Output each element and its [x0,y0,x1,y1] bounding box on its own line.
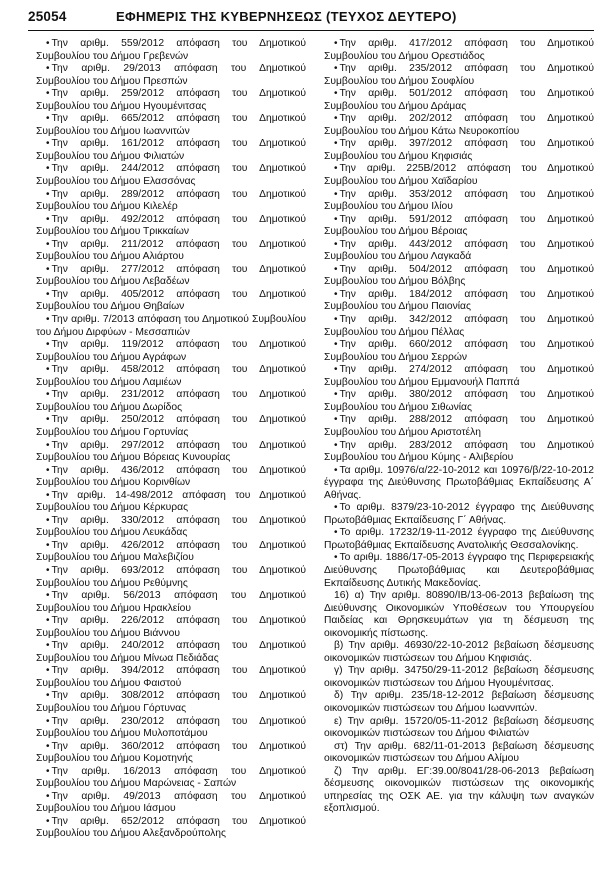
page-header [28,9,592,31]
list-item [36,465,306,490]
list-item-text: Την αριθμ. 353/2012 απόφαση του Δημοτικού Συμβουλίου του Δήμου Ιλίου [324,188,594,213]
list-item-text: Την αριθμ. 665/2012 απόφαση του Δημοτικού Συμβουλίου του Δήμου Ιωαννιτών [36,113,306,137]
list-item [36,766,306,791]
list-item [324,414,594,439]
list-item [36,414,306,439]
list-item [36,690,306,715]
bullet-icon: • [46,188,50,200]
list-item-text: Την αριθμ. 240/2012 απόφαση του Δημοτικού Συμβουλίου του Δήμου Μίνωα Πεδιάδας [36,640,306,664]
list-item-text: Την αριθμ. 342/2012 απόφαση του Δημοτικού Συμβουλίου του Δήμου Πέλλας [324,314,594,338]
list-item-text: Την αριθμ. 231/2012 απόφαση του Δημοτικού Συμβουλίου του Δήμου Δωρίδος [36,389,306,413]
list-item-text: Την αριθμ. 7/2013 απόφαση του Δημοτικού Συμβουλίου του Δήμου Διρφύων - Μεσσαπιών [36,314,306,338]
right-column [324,38,594,816]
list-item-text: Την αριθμ. 277/2012 απόφαση του Δημοτικού Συμβουλίου του Δήμου Λεβαδέων [36,263,306,288]
bullet-icon: • [46,138,50,150]
list-item [324,465,594,503]
bullet-icon: • [46,63,50,75]
list-item-text: β) Την αριθμ. 46930/22-10-2012 βεβαίωση δέσμευσης οικονομικών πιστώσεων του Δήμου Κηφισιάς. [324,640,594,664]
list-item [324,138,594,163]
list-item-text: Την αριθμ. 202/2012 απόφαση του Δημοτικού Συμβουλίου του Δήμου Κάτω Νευροκοπίου [324,113,594,137]
list-item [324,239,594,264]
bullet-icon: • [46,263,50,275]
list-item-text: Την αριθμ. 504/2012 απόφαση του Δημοτικού Συμβουλίου του Δήμου Βόλβης [324,263,594,288]
list-item [36,615,306,640]
list-item-text: Την αριθμ. 559/2012 απόφαση του Δημοτικού Συμβουλίου του Δήμου Γρεβενών [36,38,306,62]
list-item [36,590,306,615]
list-item [36,565,306,590]
bullet-icon: • [334,552,338,564]
bullet-icon: • [334,464,338,476]
bullet-icon: • [46,364,50,376]
list-item [324,314,594,339]
list-item-text: Την αριθμ. 29/2013 απόφαση του Δημοτικού Συμβουλίου του Δήμου Πρεσπών [36,63,306,87]
list-item-text: Την αριθμ. 184/2012 απόφαση του Δημοτικού Συμβουλίου του Δήμου Παιονίας [324,288,594,313]
list-item-text: Την αριθμ. 289/2012 απόφαση του Δημοτικού Συμβουλίου του Δήμου Κιλελέρ [36,188,306,213]
list-item-text: Την αριθμ. 283/2012 απόφαση του Δημοτικού Συμβουλίου του Δήμου Κύμης - Αλιβερίου [324,439,594,464]
list-item-text: Το αριθμ. 17232/19-11-2012 έγγραφο της Διεύθυνσης Πρωτοβάθμιας Εκπαίδευσης Ανατολικής Θεσσαλονίκης. [324,527,594,551]
list-item-text: Την αριθμ. 250/2012 απόφαση του Δημοτικού Συμβουλίου του Δήμου Γορτυνίας [36,414,306,438]
list-item [36,640,306,665]
list-item-text: Την αριθμ. 591/2012 απόφαση του Δημοτικού Συμβουλίου του Δήμου Βέροιας [324,213,594,238]
bullet-icon: • [46,38,50,49]
list-item [324,339,594,364]
list-item-text: δ) Την αριθμ. 235/18-12-2012 βεβαίωση δέσμευσης οικονομικών πιστώσεων του Δήμου Ιωαννιτών. [324,690,594,714]
list-item [36,339,306,364]
list-item-text: Την αριθμ. 394/2012 απόφαση του Δημοτικού Συμβουλίου του Δήμου Φαιστού [36,665,306,689]
bullet-icon: • [334,364,338,376]
bullet-icon: • [334,339,338,351]
bullet-icon: • [334,138,338,150]
bullet-icon: • [334,163,338,175]
bullet-icon: • [46,163,50,175]
list-item-text: Την αριθμ. 360/2012 απόφαση του Δημοτικού Συμβουλίου του Δήμου Κομοτηνής [36,740,306,765]
list-item-text: Την αριθμ. 226/2012 απόφαση του Δημοτικού Συμβουλίου του Δήμου Βιάννου [36,615,306,639]
list-item [36,665,306,690]
list-item [36,214,306,239]
list-item-text: Την αριθμ. 693/2012 απόφαση του Δημοτικού Συμβουλίου του Δήμου Ρεθύμνης [36,564,306,589]
bullet-icon: • [46,489,50,501]
list-item-text: Την αριθμ. 235/2012 απόφαση του Δημοτικού Συμβουλίου του Δήμου Σουφλίου [324,63,594,87]
list-item-text: Την αριθμ. 274/2012 απόφαση του Δημοτικού Συμβουλίου του Δήμου Εμμανουήλ Παππά [324,364,594,388]
left-column [36,38,306,841]
list-item [36,289,306,314]
list-item-text: ζ) Την αριθμ. ΕΓ:39.00/8041/28-06-2013 βεβαίωση δέσμευσης οικονομικών πιστώσεων της οικονομικής υπηρεσίας της ΟΣΚ ΑΕ. για την κάλυψη των αναγκών εξοπλισμού. [324,765,594,815]
list-item-text: Την αριθμ. 501/2012 απόφαση του Δημοτικού Συμβουλίου του Δήμου Δράμας [324,88,594,112]
list-item [36,163,306,188]
list-item-text: Την αριθμ. 49/2013 απόφαση του Δημοτικού Συμβουλίου του Δήμου Ιάσμου [36,790,306,815]
bullet-icon: • [46,539,50,551]
bullet-icon: • [46,740,50,752]
list-item [324,741,594,766]
list-item-text: 16) α) Την αριθμ. 80890/ΙΒ/13-06-2013 βεβαίωση της Διεύθυνσης Οικονομικών Υποθέσεων του Υπουργείου Παιδείας και Θρησκευμάτων για τη δέσμευση της οικονομικής πίστωσης. [324,590,594,639]
list-item-text: στ) Την αριθμ. 682/11-01-2013 βεβαίωση δέσμευσης οικονομικών πιστώσεων του Δήμου Αλίμου [324,740,594,765]
list-item [324,163,594,188]
list-item [36,791,306,816]
list-item [36,189,306,214]
list-item-text: Την αριθμ. 14-498/2012 απόφαση του Δημοτικού Συμβουλίου του Δήμου Κέρκυρας [36,489,306,514]
bullet-icon: • [46,389,50,401]
list-item [36,741,306,766]
bullet-icon: • [46,439,50,451]
header-rule [28,30,594,31]
list-item-text: Την αριθμ. 211/2012 απόφαση του Δημοτικού Συμβουλίου του Δήμου Αλιάρτου [36,238,306,263]
list-item [324,716,594,741]
list-item-text: Το αριθμ. 1886/17-05-2013 έγγραφο της Περιφερειακής Διεύθυνσης Πρωτοβάθμιας και Δευτεροβάθμιας Εκπαίδευσης Δυτικής Μακεδονίας. [324,552,594,589]
bullet-icon: • [46,339,50,351]
list-item [324,289,594,314]
list-item-text: Την αριθμ. 119/2012 απόφαση του Δημοτικού Συμβουλίου του Δήμου Αγράφων [36,339,306,363]
list-item-text: Την αριθμ. 297/2012 απόφαση του Δημοτικού Συμβουλίου του Δήμου Βόρειας Κυνουρίας [36,439,306,464]
bullet-icon: • [46,88,50,100]
list-item [36,138,306,163]
list-item-text: Τα αριθμ. 10976/α/22-10-2012 και 10976/β/22-10-2012 έγγραφα της Διεύθυνσης Πρωτοβάθμιας Εκπαίδευσης Α΄ Αθήνας. [324,464,594,501]
list-item-text: Την αριθμ. 161/2012 απόφαση του Δημοτικού Συμβουλίου του Δήμου Φιλιατών [36,138,306,162]
list-item [324,766,594,816]
list-item-text: Την αριθμ. 660/2012 απόφαση του Δημοτικού Συμβουλίου του Δήμου Σερρών [324,339,594,363]
bullet-icon: • [334,263,338,275]
bullet-icon: • [46,464,50,476]
bullet-icon: • [334,63,338,75]
list-item [324,590,594,640]
bullet-icon: • [46,213,50,225]
bullet-icon: • [334,527,338,539]
list-item [324,189,594,214]
list-item [36,239,306,264]
bullet-icon: • [46,690,50,702]
list-item-text: ε) Την αριθμ. 15720/05-11-2012 βεβαίωση δέσμευσης οικονομικών πιστώσεων του Δήμου Φιλιατών [324,715,594,740]
list-item [36,113,306,138]
list-item [36,38,306,63]
list-item-text: Την αριθμ. 16/2013 απόφαση του Δημοτικού Συμβουλίου του Δήμου Μαρώνειας - Σαπών [36,765,306,790]
bullet-icon: • [334,88,338,100]
bullet-icon: • [46,564,50,576]
bullet-icon: • [334,314,338,326]
bullet-icon: • [46,113,50,125]
bullet-icon: • [334,288,338,300]
bullet-icon: • [334,238,338,250]
bullet-icon: • [334,502,338,514]
list-item [324,63,594,88]
bullet-icon: • [46,238,50,250]
list-item [324,665,594,690]
list-item [36,816,306,841]
list-item [36,364,306,389]
list-item-text: Την αριθμ. 380/2012 απόφαση του Δημοτικού Συμβουλίου του Δήμου Σιθωνίας [324,389,594,413]
list-item-text: Το αριθμ. 8379/23-10-2012 έγγραφο της Διεύθυνσης Πρωτοβάθμιας Εκπαίδευσης Γ΄ Αθήνας. [324,502,594,526]
list-item [324,113,594,138]
list-item [36,314,306,339]
list-item-text: γ) Την αριθμ. 34750/29-11-2012 βεβαίωση δέσμευσης οικονομικών πιστώσεων του Δήμου Ηγουμένιτσας. [324,665,594,689]
bullet-icon: • [334,389,338,401]
bullet-icon: • [46,790,50,802]
list-item [36,515,306,540]
bullet-icon: • [46,590,50,602]
list-item-text: Την αριθμ. 56/2013 απόφαση του Δημοτικού Συμβουλίου του Δήμου Ηρακλείου [36,590,306,614]
list-item-text: Την αριθμ. 652/2012 απόφαση του Δημοτικού Συμβουλίου του Δήμου Αλεξανδρούπολης [36,815,306,840]
list-item [324,527,594,552]
list-item-text: Την αριθμ. 426/2012 απόφαση του Δημοτικού Συμβουλίου του Δήμου Μαλεβιζίου [36,539,306,564]
list-item [36,490,306,515]
bullet-icon: • [46,615,50,627]
list-item-text: Την αριθμ. 308/2012 απόφαση του Δημοτικού Συμβουλίου του Δήμου Γόρτυνας [36,690,306,714]
list-item [324,264,594,289]
list-item-text: Την αριθμ. 259/2012 απόφαση του Δημοτικού Συμβουλίου του Δήμου Ηγουμένιτσας [36,88,306,112]
bullet-icon: • [46,815,50,827]
page-number: 25054 [28,9,67,24]
list-item-text: Την αριθμ. 330/2012 απόφαση του Δημοτικού Συμβουλίου του Δήμου Λευκάδας [36,514,306,539]
list-item-text: Την αριθμ. 436/2012 απόφαση του Δημοτικού Συμβουλίου του Δήμου Κορινθίων [36,464,306,489]
bullet-icon: • [46,314,50,326]
list-item [36,716,306,741]
list-item-text: Την αριθμ. 458/2012 απόφαση του Δημοτικού Συμβουλίου του Δήμου Λαμιέων [36,364,306,388]
bullet-icon: • [334,414,338,426]
list-item-text: Την αριθμ. 492/2012 απόφαση του Δημοτικού Συμβουλίου του Δήμου Τρικκαίων [36,213,306,238]
bullet-icon: • [46,665,50,677]
bullet-icon: • [334,38,338,49]
list-item-text: Την αριθμ. 288/2012 απόφαση του Δημοτικού Συμβουλίου του Δήμου Αριστοτέλη [324,414,594,438]
list-item-text: Την αριθμ. 244/2012 απόφαση του Δημοτικού Συμβουλίου του Δήμου Ελασσόνας [36,163,306,188]
bullet-icon: • [46,765,50,777]
list-item-text: Την αριθμ. 225Β/2012 απόφαση του Δημοτικού Συμβουλίου του Δήμου Χαϊδαρίου [324,163,594,188]
bullet-icon: • [334,113,338,125]
gazette-title: ΕΦΗΜΕΡΙΣ ΤΗΣ ΚΥΒΕΡΝΗΣΕΩΣ (ΤΕΥΧΟΣ ΔΕΥΤΕΡΟ) [116,9,457,24]
list-item-text: Την αριθμ. 417/2012 απόφαση του Δημοτικού Συμβουλίου του Δήμου Ορεστιάδος [324,38,594,62]
list-item [324,640,594,665]
list-item [36,63,306,88]
list-item [324,389,594,414]
list-item [324,364,594,389]
list-item [36,264,306,289]
list-item-text: Την αριθμ. 397/2012 απόφαση του Δημοτικού Συμβουλίου του Δήμου Κηφισιάς [324,138,594,162]
list-item [36,88,306,113]
list-item [324,214,594,239]
list-item [324,88,594,113]
list-item [324,440,594,465]
list-item [324,38,594,63]
bullet-icon: • [46,715,50,727]
list-item [324,690,594,715]
bullet-icon: • [46,414,50,426]
list-item [324,552,594,590]
bullet-icon: • [46,640,50,652]
bullet-icon: • [334,439,338,451]
bullet-icon: • [46,514,50,526]
list-item [324,502,594,527]
list-item [36,440,306,465]
bullet-icon: • [334,213,338,225]
bullet-icon: • [46,288,50,300]
list-item-text: Την αριθμ. 443/2012 απόφαση του Δημοτικού Συμβουλίου του Δήμου Λαγκαδά [324,238,594,263]
list-item [36,540,306,565]
list-item-text: Την αριθμ. 405/2012 απόφαση του Δημοτικού Συμβουλίου του Δήμου Θηβαίων [36,288,306,313]
bullet-icon: • [334,188,338,200]
list-item [36,389,306,414]
list-item-text: Την αριθμ. 230/2012 απόφαση του Δημοτικού Συμβουλίου του Δήμου Μυλοποτάμου [36,715,306,740]
